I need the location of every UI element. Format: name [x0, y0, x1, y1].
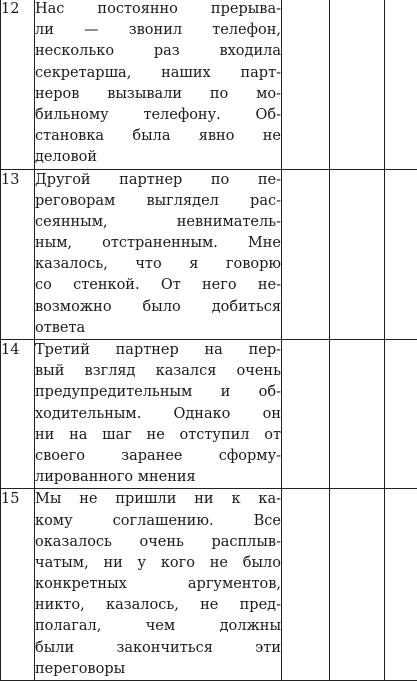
text-line: несколько раз входила — [35, 41, 281, 62]
empty-cell[interactable] — [282, 0, 330, 169]
text-line: возможно было добиться — [35, 297, 281, 318]
text-line: неров вызывали по мо- — [35, 84, 281, 105]
text-line: Другой партнер по пе- — [35, 170, 281, 191]
empty-cell[interactable] — [385, 489, 417, 681]
empty-cell[interactable] — [282, 169, 330, 340]
row-text — [35, 340, 282, 489]
text-line: казалось, что я говорю — [35, 254, 281, 275]
empty-cell[interactable] — [330, 489, 385, 681]
text-line: секретарша, наших парт- — [35, 63, 281, 84]
text-line: реговорам выглядел рас- — [35, 191, 281, 212]
text-line: ни на шаг не отступил от — [35, 425, 281, 446]
text-line: ответа — [35, 318, 281, 339]
row-number: 13 — [1, 169, 35, 340]
text-line: Третий партнер на пер- — [35, 340, 281, 361]
row-number: 12 — [1, 0, 35, 169]
text-line: вый взгляд казался очень — [35, 361, 281, 382]
row-number: 14 — [1, 340, 35, 489]
empty-cell[interactable] — [330, 169, 385, 340]
empty-cell[interactable] — [282, 489, 330, 681]
text-line: лированного мнения — [35, 467, 281, 488]
text-line: полагал, чем должны — [35, 616, 281, 637]
text-line: ли — звонил телефон, — [35, 20, 281, 41]
row-text — [35, 169, 282, 340]
row-text — [35, 489, 282, 681]
text-line: ным, отстраненным. Мне — [35, 233, 281, 254]
text-line: Нас постоянно прерыва- — [35, 0, 281, 20]
empty-cell[interactable] — [385, 340, 417, 489]
text-line: своего заранее сформу- — [35, 446, 281, 467]
empty-cell[interactable] — [330, 340, 385, 489]
row-text — [35, 0, 282, 169]
row-number: 15 — [1, 489, 35, 681]
text-line: деловой — [35, 147, 281, 168]
text-line: оказалось очень расплыв- — [35, 532, 281, 553]
text-line: ходительным. Однако он — [35, 404, 281, 425]
text-line: со стенкой. От него не- — [35, 275, 281, 296]
text-line: становка была явно не — [35, 126, 281, 147]
table-row — [1, 340, 417, 489]
text-line: кому соглашению. Все — [35, 511, 281, 532]
empty-cell[interactable] — [282, 340, 330, 489]
text-line: чатым, ни у кого не было — [35, 553, 281, 574]
text-line: никто, казалось, не пред- — [35, 595, 281, 616]
text-line: сеянным, невниматель- — [35, 212, 281, 233]
text-line: были закончиться эти — [35, 638, 281, 659]
empty-cell[interactable] — [385, 0, 417, 169]
text-line: бильному телефону. Об- — [35, 105, 281, 126]
text-line: Мы не пришли ни к ка- — [35, 489, 281, 510]
text-line: переговоры — [35, 659, 281, 680]
table-row — [1, 169, 417, 340]
table-row — [1, 0, 417, 169]
text-line: предупредительным и об- — [35, 382, 281, 403]
empty-cell[interactable] — [330, 0, 385, 169]
text-line: конкретных аргументов, — [35, 574, 281, 595]
empty-cell[interactable] — [385, 169, 417, 340]
table-row — [1, 489, 417, 681]
